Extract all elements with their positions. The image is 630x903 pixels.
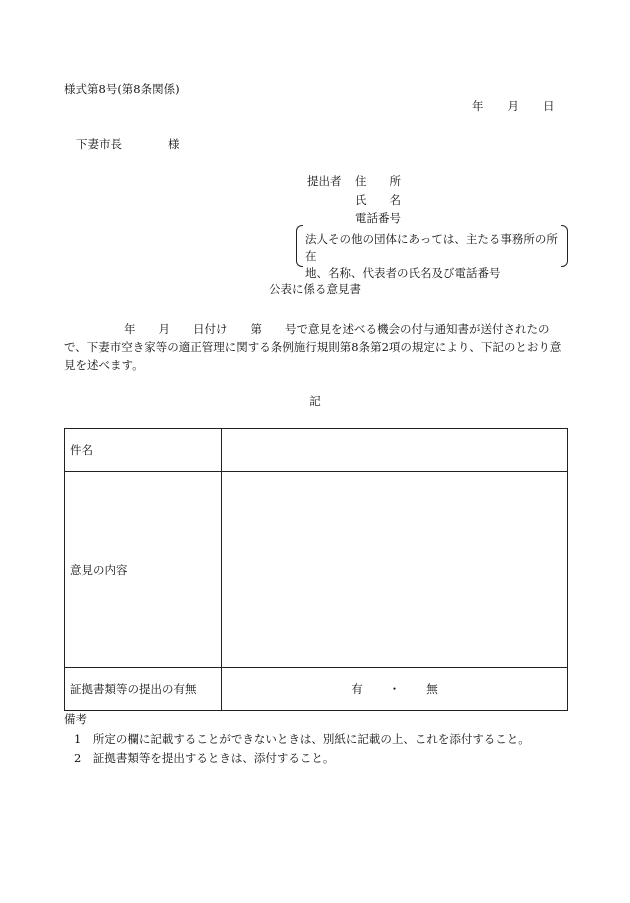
table-row-subject: [65, 429, 568, 472]
submitter-address-label: 住 所: [355, 174, 401, 188]
document-title: 公表に係る意見書: [269, 282, 361, 296]
body-line-3: 見を述べます。: [64, 358, 144, 372]
addressee-name: 下妻市長: [76, 137, 122, 151]
date-month: 月: [507, 99, 519, 113]
note-item-2: 2 証拠書類等を提出するときは、添付すること。: [74, 751, 335, 765]
body-paragraph: [64, 320, 570, 374]
addressee: [76, 137, 180, 151]
table-row-opinion: [65, 472, 568, 668]
subject-label: 件名: [65, 429, 222, 472]
addressee-honorific: 様: [168, 137, 180, 151]
table-row-evidence: [65, 668, 568, 711]
corporate-note-line1: 法人その他の団体にあっては、主たる事務所の所在: [305, 232, 558, 263]
note-item-1: 1 所定の欄に記載することができないときは、別紙に記載の上、これを添付すること。: [74, 732, 530, 746]
opinion-form-table: [64, 428, 568, 711]
evidence-no[interactable]: 無: [426, 682, 438, 696]
date-day: 日: [543, 99, 555, 113]
evidence-choice[interactable]: [222, 668, 568, 711]
date-line: [472, 101, 555, 113]
evidence-label: 証拠書類等の提出の有無: [65, 668, 222, 711]
ki-heading: 記: [309, 394, 321, 408]
submitter-phone-label: 電話番号: [355, 211, 401, 225]
corporate-note-bracket: [296, 225, 568, 280]
opinion-content-value[interactable]: [222, 472, 568, 668]
submitter-label: 提出者: [307, 174, 342, 188]
corporate-note: [305, 231, 563, 282]
notes-heading: 備考: [64, 712, 87, 726]
body-line-2: で、下妻市空き家等の適正管理に関する条例施行規則第8条第2項の規定により、下記のとおり意: [64, 340, 562, 354]
submitter-name-label: 氏 名: [355, 193, 401, 207]
subject-value[interactable]: [222, 429, 568, 472]
opinion-content-label: 意見の内容: [65, 472, 222, 668]
body-line-1: 年 月 日付け 第 号で意見を述べる機会の付与通知書が送付されたの: [124, 322, 550, 336]
date-year: 年: [472, 99, 484, 113]
left-bracket: [296, 225, 303, 267]
form-number-label: 様式第8号(第8条関係): [64, 82, 180, 96]
evidence-yes[interactable]: 有: [351, 682, 363, 696]
corporate-note-line2: 地、名称、代表者の氏名及び電話番号: [305, 266, 501, 280]
evidence-separator: ・: [388, 682, 401, 696]
